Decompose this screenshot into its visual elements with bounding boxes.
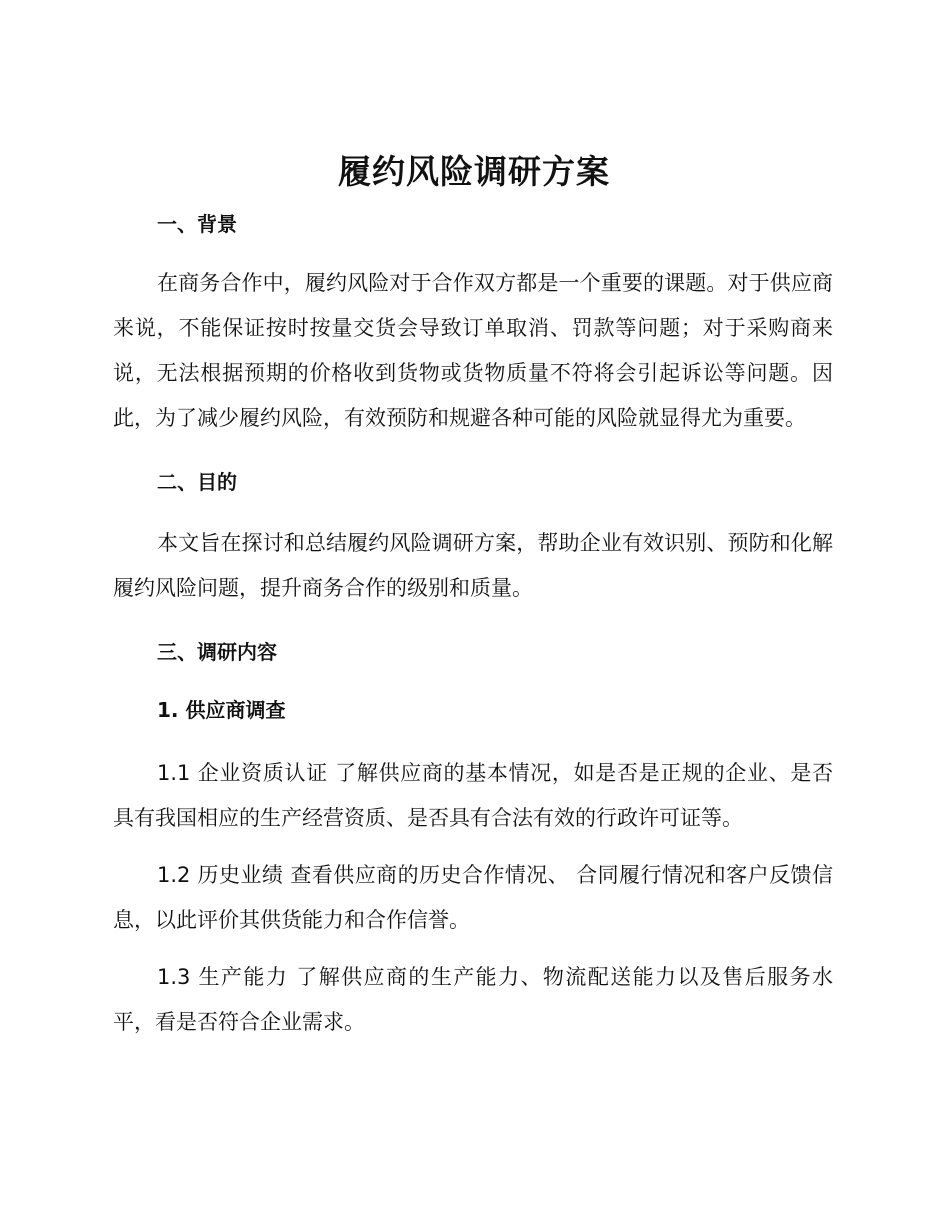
section-paragraph-background: 在商务合作中，履约风险对于合作双方都是一个重要的课题。对于供应商来说，不能保证按时按量交货会导致订单取消、罚款等问题；对于采购商来说，无法根据预期的价格收到货物或货物质量不符将会引起诉讼等问题。因此，为了减少履约风险，有效预防和规避各种可能的风险就显得尤为重要。 [113, 271, 833, 430]
list-item-qualification: 1.1 企业资质认证 了解供应商的基本情况，如是否是正规的企业、是否具有我国相应的生产经营资质、是否具有合法有效的行政许可证等。 [113, 761, 833, 830]
document-title: 履约风险调研方案 [338, 152, 610, 191]
document-content [113, 150, 833, 1045]
subsection-heading-supplier-survey: 1. 供应商调查 [157, 698, 286, 722]
section-heading-purpose: 二、目的 [157, 470, 237, 494]
section-paragraph-purpose: 本文旨在探讨和总结履约风险调研方案，帮助企业有效识别、预防和化解履约风险问题，提升商务合作的级别和质量。 [113, 531, 833, 600]
section-heading-research-content: 三、调研内容 [157, 640, 277, 664]
section-heading-background: 一、背景 [157, 212, 237, 236]
list-item-capacity: 1.3 生产能力 了解供应商的生产能力、物流配送能力以及售后服务水平，看是否符合企业需求。 [113, 965, 833, 1034]
list-item-history: 1.2 历史业绩 查看供应商的历史合作情况、 合同履行情况和客户反馈信息，以此评价其供货能力和合作信誉。 [113, 863, 833, 932]
